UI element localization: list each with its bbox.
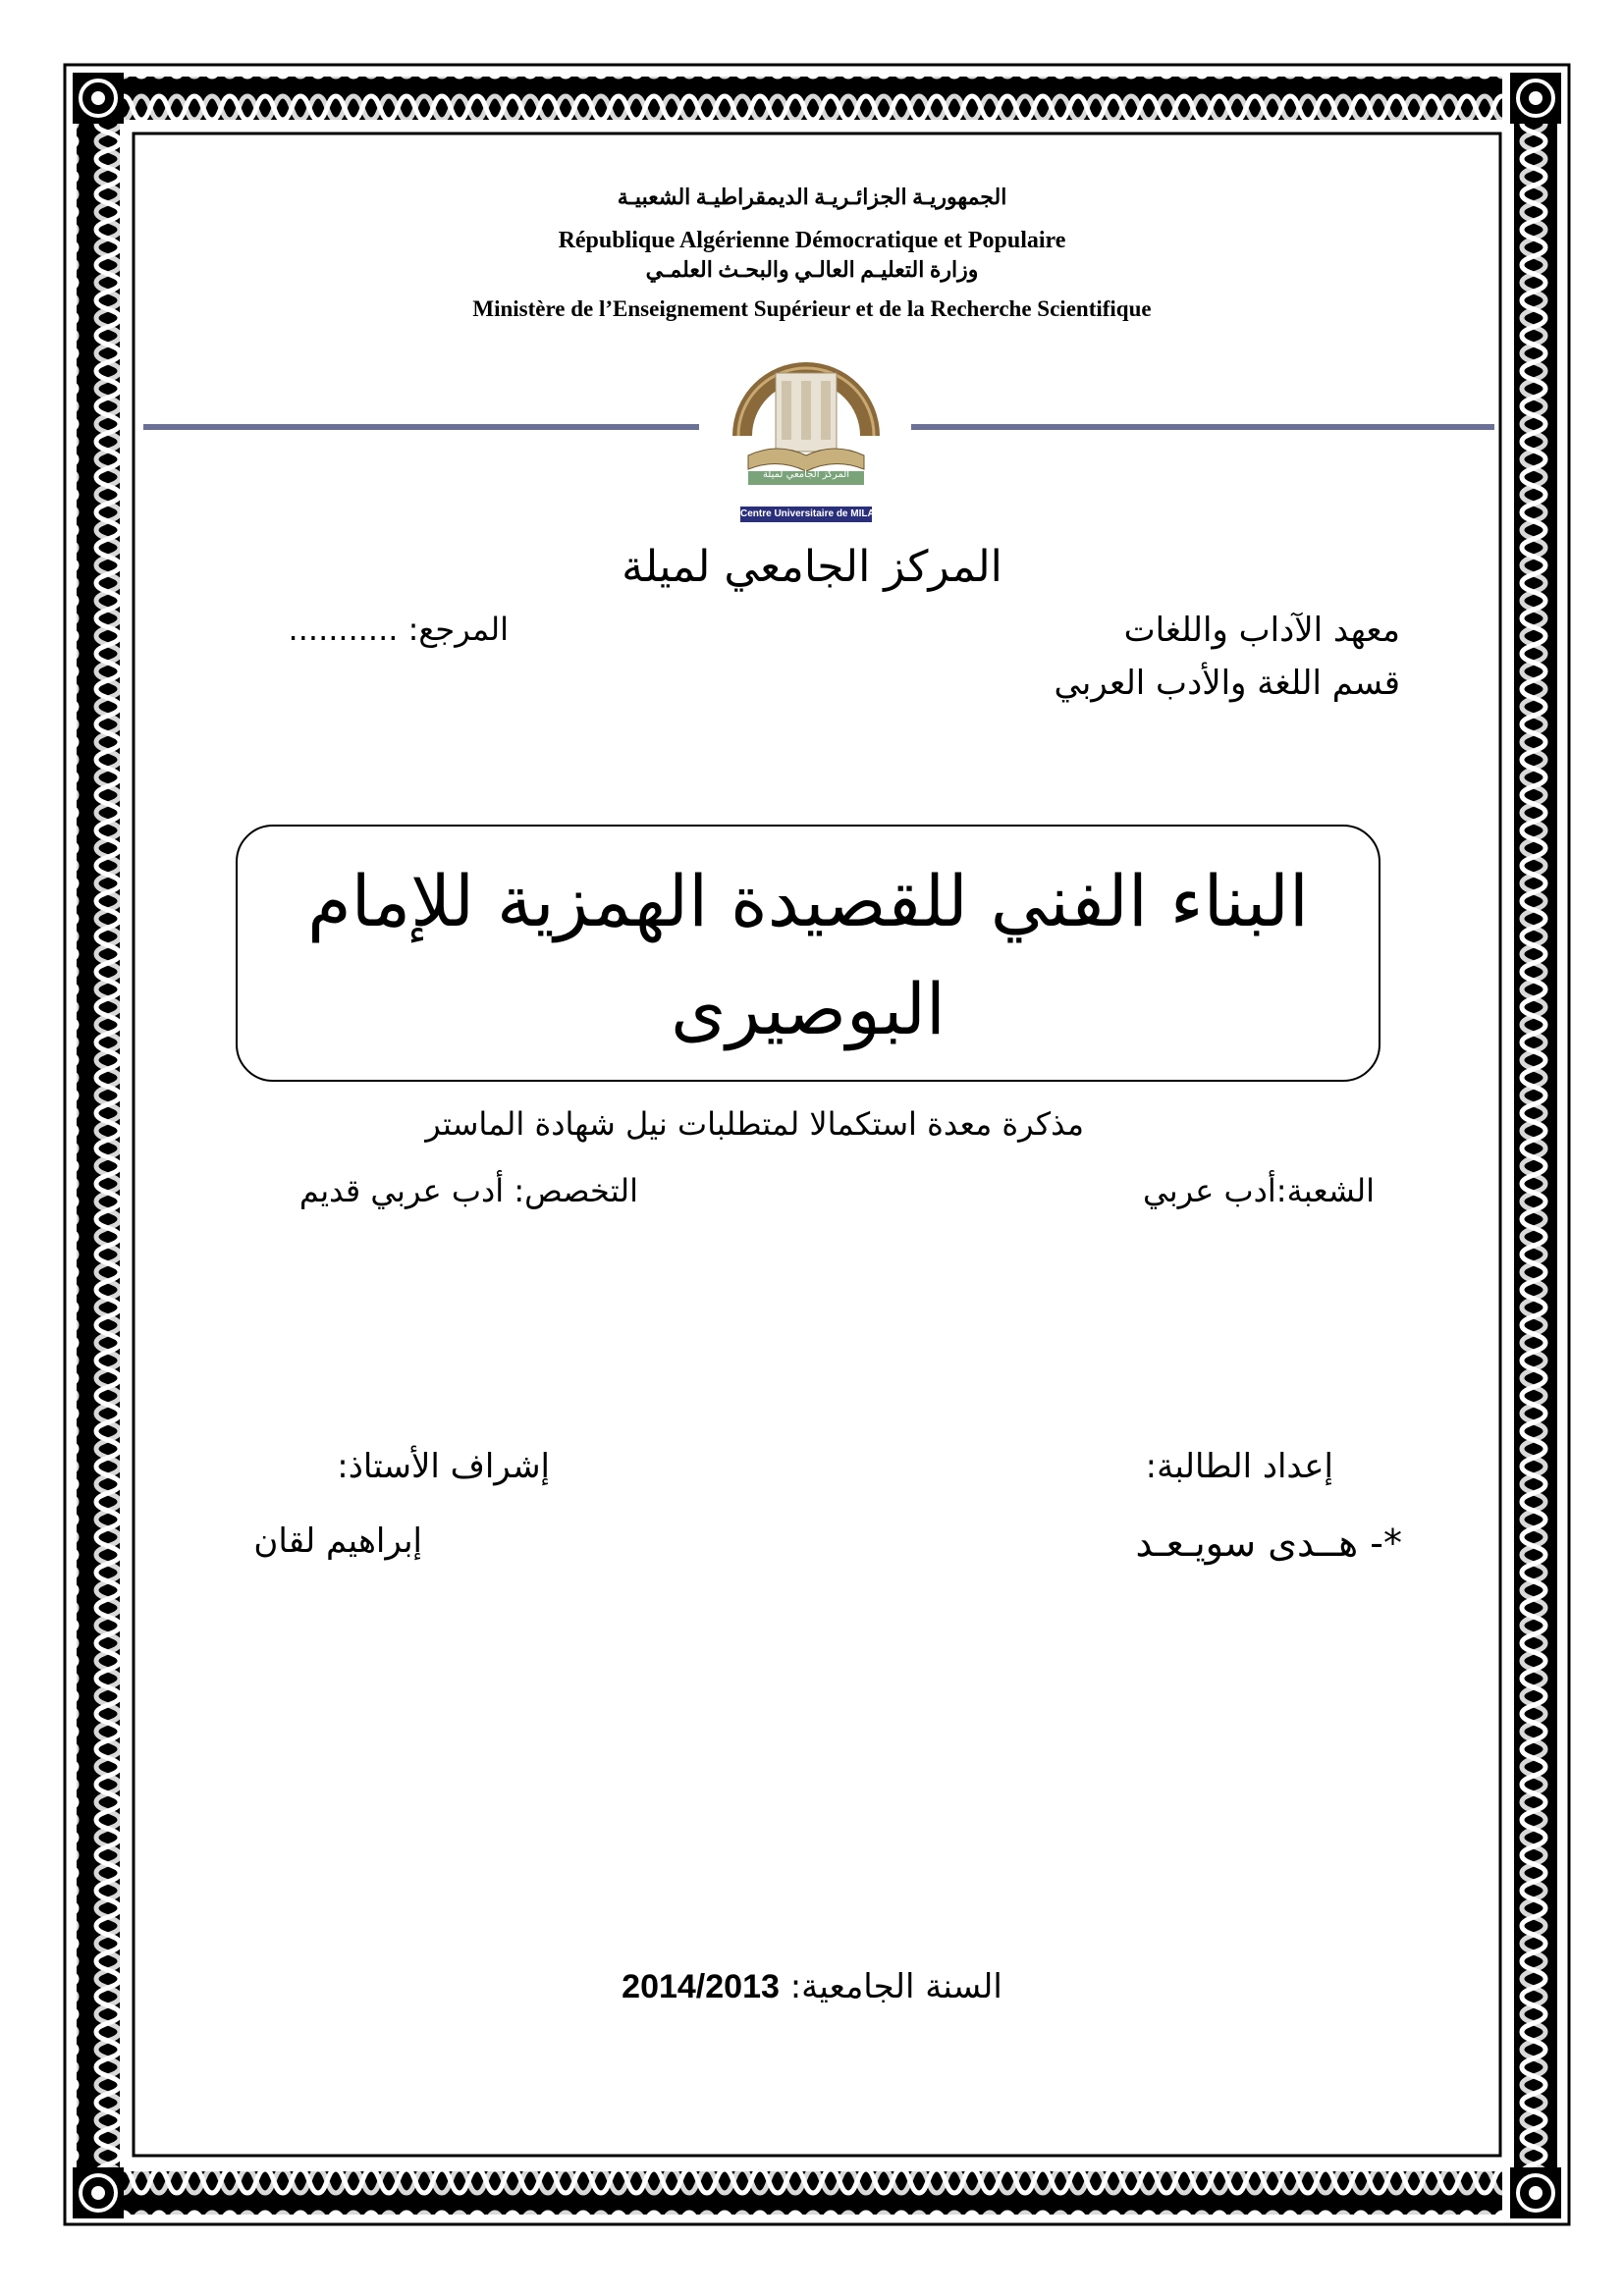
university-logo <box>719 338 893 524</box>
reference-number: المرجع: ........... <box>288 611 509 648</box>
supervisor-name: إبراهيم لقان <box>253 1522 422 1561</box>
corner-ornament-bottom-right <box>1510 2167 1561 2218</box>
department-name: قسم اللغة والأدب العربي <box>1054 664 1400 703</box>
republic-arabic: الجمهوريـة الجزائـريـة الديمقراطيـة الشعبيـة <box>617 185 1007 209</box>
thesis-title-line-2: البوصيرى <box>671 968 946 1050</box>
logo-banner-text: المركز الجامعي لميلة <box>762 469 850 480</box>
branch-label: الشعبة:أدب عربي <box>1143 1172 1375 1209</box>
left-separator-line <box>143 424 699 430</box>
academic-year <box>0 1967 1624 2006</box>
corner-ornament-top-right <box>1510 73 1561 124</box>
republic-french: République Algérienne Démocratique et Populaire <box>558 228 1066 253</box>
supervisor-label: إشراف الأستاذ: <box>337 1447 550 1486</box>
institute-name: معهد الآداب واللغات <box>1123 611 1400 650</box>
academic-year-value: 2014/2013 <box>622 1968 780 2005</box>
logo-caption: Centre Universitaire de MILA <box>740 508 875 519</box>
corner-ornament-bottom-left <box>73 2167 124 2218</box>
right-separator-line <box>911 424 1494 430</box>
specialty-label: التخصص: أدب عربي قديم <box>298 1172 638 1209</box>
academic-year-label: السنة الجامعية: <box>789 1967 1002 2006</box>
thesis-title-line-1: البناء الفني للقصيدة الهمزية للإمام <box>307 860 1309 942</box>
ministry-french: Ministère de l’Enseignement Supérieur et de la Recherche Scientifique <box>472 296 1152 321</box>
institution-name: المركز الجامعي لميلة <box>622 542 1002 592</box>
corner-ornament-top-left <box>73 73 124 124</box>
thesis-subtitle: مذكرة معدة استكمالا لمتطلبات نيل شهادة الماستر <box>425 1105 1084 1143</box>
prepared-by-label: إعداد الطالبة: <box>1145 1447 1333 1486</box>
student-name: *- هــدى سويـعـد <box>1135 1522 1402 1565</box>
thesis-title-box <box>236 825 1380 1082</box>
ministry-arabic: وزارة التعليـم العالـي والبحـث العلمـي <box>645 257 979 282</box>
